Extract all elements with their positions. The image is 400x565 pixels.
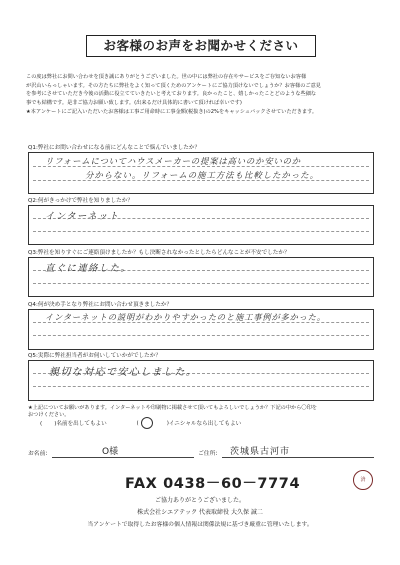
answer-rule: [33, 335, 369, 336]
answer-box-2: [28, 205, 374, 245]
circled-mark: [141, 417, 153, 429]
intro-line: 事でも結構です。是非ご協力お願い致します。(出来るだけ具体的に書いて頂ければ幸いです): [26, 99, 242, 106]
received-stamp: 済: [353, 470, 373, 490]
privacy-note: 当アンケートで取得したお客様の個人情報は関係法規に基づき厳重に管理いたします。: [87, 522, 313, 528]
answer-text: インターネットの説明がわかりやすかったのと施工事例が多かった。: [45, 312, 326, 322]
answer-text: 直ぐに連絡した。: [45, 263, 132, 274]
answer-rule: [33, 386, 369, 387]
question-5-label: Q5:実際に弊社担当者がお伺いしていかがでしたか？: [28, 353, 161, 359]
publish-note-line: おつけください。: [28, 412, 70, 418]
address-value: 茨城県古河市: [230, 447, 291, 457]
name-label: お名前:: [28, 451, 48, 457]
answer-text: 分からない。リフォームの施工方法も比較したかった。: [85, 170, 319, 180]
page-title: お客様のお声をお聞かせください: [86, 35, 316, 57]
intro-line: が沢山いらっしゃいます。その方たちに弊社をよく知って頂くためのアンケートにご協力頂けないでしょうか？お客様のご意見: [26, 82, 321, 89]
option-real-name[interactable]: ( )名前を出してもよい: [40, 420, 107, 427]
question-1-label: Q1:弊社にお問い合わせになる前にどんなことで悩んでいましたか？: [28, 145, 201, 151]
answer-box-5: [28, 360, 374, 401]
intro-text: [26, 73, 376, 117]
answer-box-3: [28, 257, 374, 297]
answer-text: リフォームについてハウスメーカーの提案は高いのか安いのか: [45, 156, 301, 166]
thanks-text: ご協力ありがとうございました。: [154, 497, 245, 504]
address-label: ご住所:: [198, 451, 218, 457]
cashback-note: ★本アンケートにご記入いただいたお客様は工事ご用命時に工事金額(税抜き)の2%をキャッシュバックさせていただきます。: [26, 109, 318, 116]
question-3-label: Q3:弊社を知りすぐにご連絡頂けましたか？もし決断されなかったとしたらどんなことが不安でしたか？: [28, 250, 290, 256]
name-underline: [52, 457, 194, 458]
intro-line: この度は弊社にお問い合わせを頂き誠にありがとうございました。世の中には弊社の存在やサービスをご存知ないお客様: [26, 74, 307, 80]
intro-line: を参考にさせていただき今後の活動に役立てていきたいと考えております。良かったこと、嬉しかったことどのような些細な: [26, 91, 317, 98]
question-2-label: Q2:何がきっかけで弊社を知りましたか？: [28, 198, 133, 204]
answer-rule: [33, 231, 369, 232]
answer-text: 親切な対応で安心しました。: [49, 367, 198, 378]
answer-rule: [33, 283, 369, 284]
question-4-label: Q4:何が決め手となり弊社にお問い合わせ頂きましたか？: [28, 302, 173, 308]
publish-options: [40, 417, 380, 429]
company-name: 株式会社シエアテック 代表取締役 大久保 誠二: [137, 509, 263, 516]
answer-box-4: [28, 309, 374, 350]
answer-box-1: [28, 152, 374, 194]
name-value: O様: [102, 447, 119, 457]
fax-number: FAX 0438－60－7774: [125, 476, 301, 492]
answer-text: インターネット: [45, 211, 120, 222]
publish-note-line: ★上記についてお願いがあります。インターネットや印刷物に掲載させて頂いてもよろしいでしょうか？下記の中から〇印を: [28, 405, 317, 411]
option-initial[interactable]: ( )イニシャルなら出してもよい: [137, 417, 256, 429]
address-underline: [222, 457, 374, 458]
